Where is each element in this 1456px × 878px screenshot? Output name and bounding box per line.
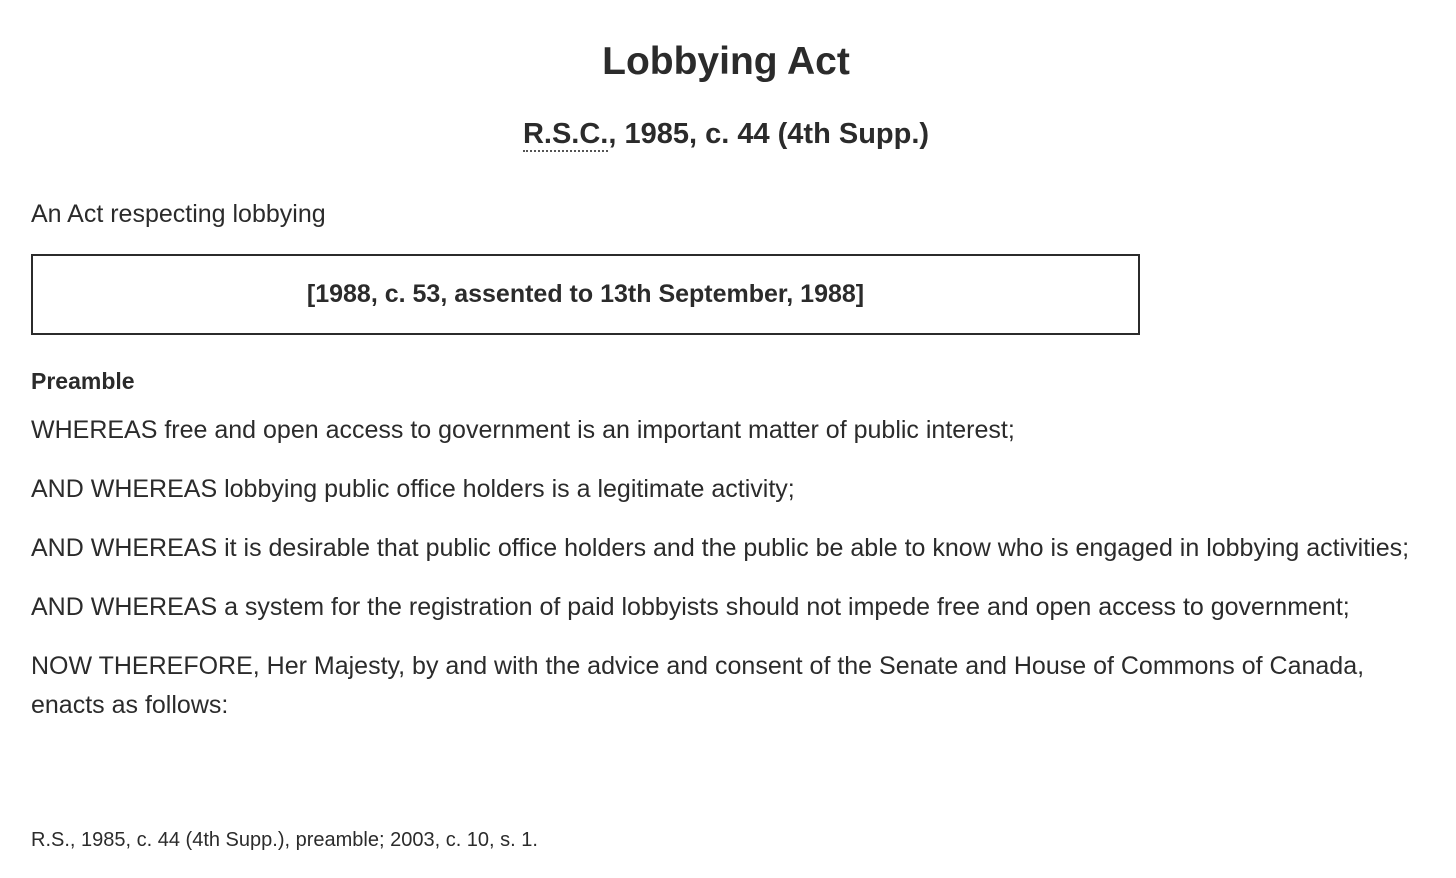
preamble-paragraph: AND WHEREAS it is desirable that public office holders and the public be able to know who is engaged in lobbying activities; bbox=[31, 534, 1410, 562]
page-title: Lobbying Act bbox=[602, 40, 850, 83]
history-note: R.S., 1985, c. 44 (4th Supp.), preamble; 2003, c. 10, s. 1. bbox=[31, 829, 538, 851]
long-title: An Act respecting lobbying bbox=[31, 200, 326, 228]
preamble-paragraph: AND WHEREAS a system for the registration of paid lobbyists should not impede free and open access to government; bbox=[31, 593, 1350, 621]
preamble-paragraph: AND WHEREAS lobbying public office holders is a legitimate activity; bbox=[31, 475, 795, 503]
citation-rest: , 1985, c. 44 (4th Supp.) bbox=[608, 118, 930, 150]
citation-abbreviation[interactable]: R.S.C. bbox=[522, 118, 609, 150]
assent-text: [1988, c. 53, assented to 13th September, 1988] bbox=[306, 280, 865, 308]
preamble-paragraph: NOW THEREFORE, Her Majesty, by and with the advice and consent of the Senate and House of Commons of Canada, enacts as follows: bbox=[31, 652, 1365, 719]
statute-citation bbox=[31, 115, 1421, 153]
preamble-heading: Preamble bbox=[31, 368, 135, 394]
assent-box bbox=[31, 254, 1140, 335]
preamble-paragraphs bbox=[31, 411, 1426, 745]
preamble-paragraph: WHEREAS free and open access to government is an important matter of public interest; bbox=[31, 416, 1015, 444]
